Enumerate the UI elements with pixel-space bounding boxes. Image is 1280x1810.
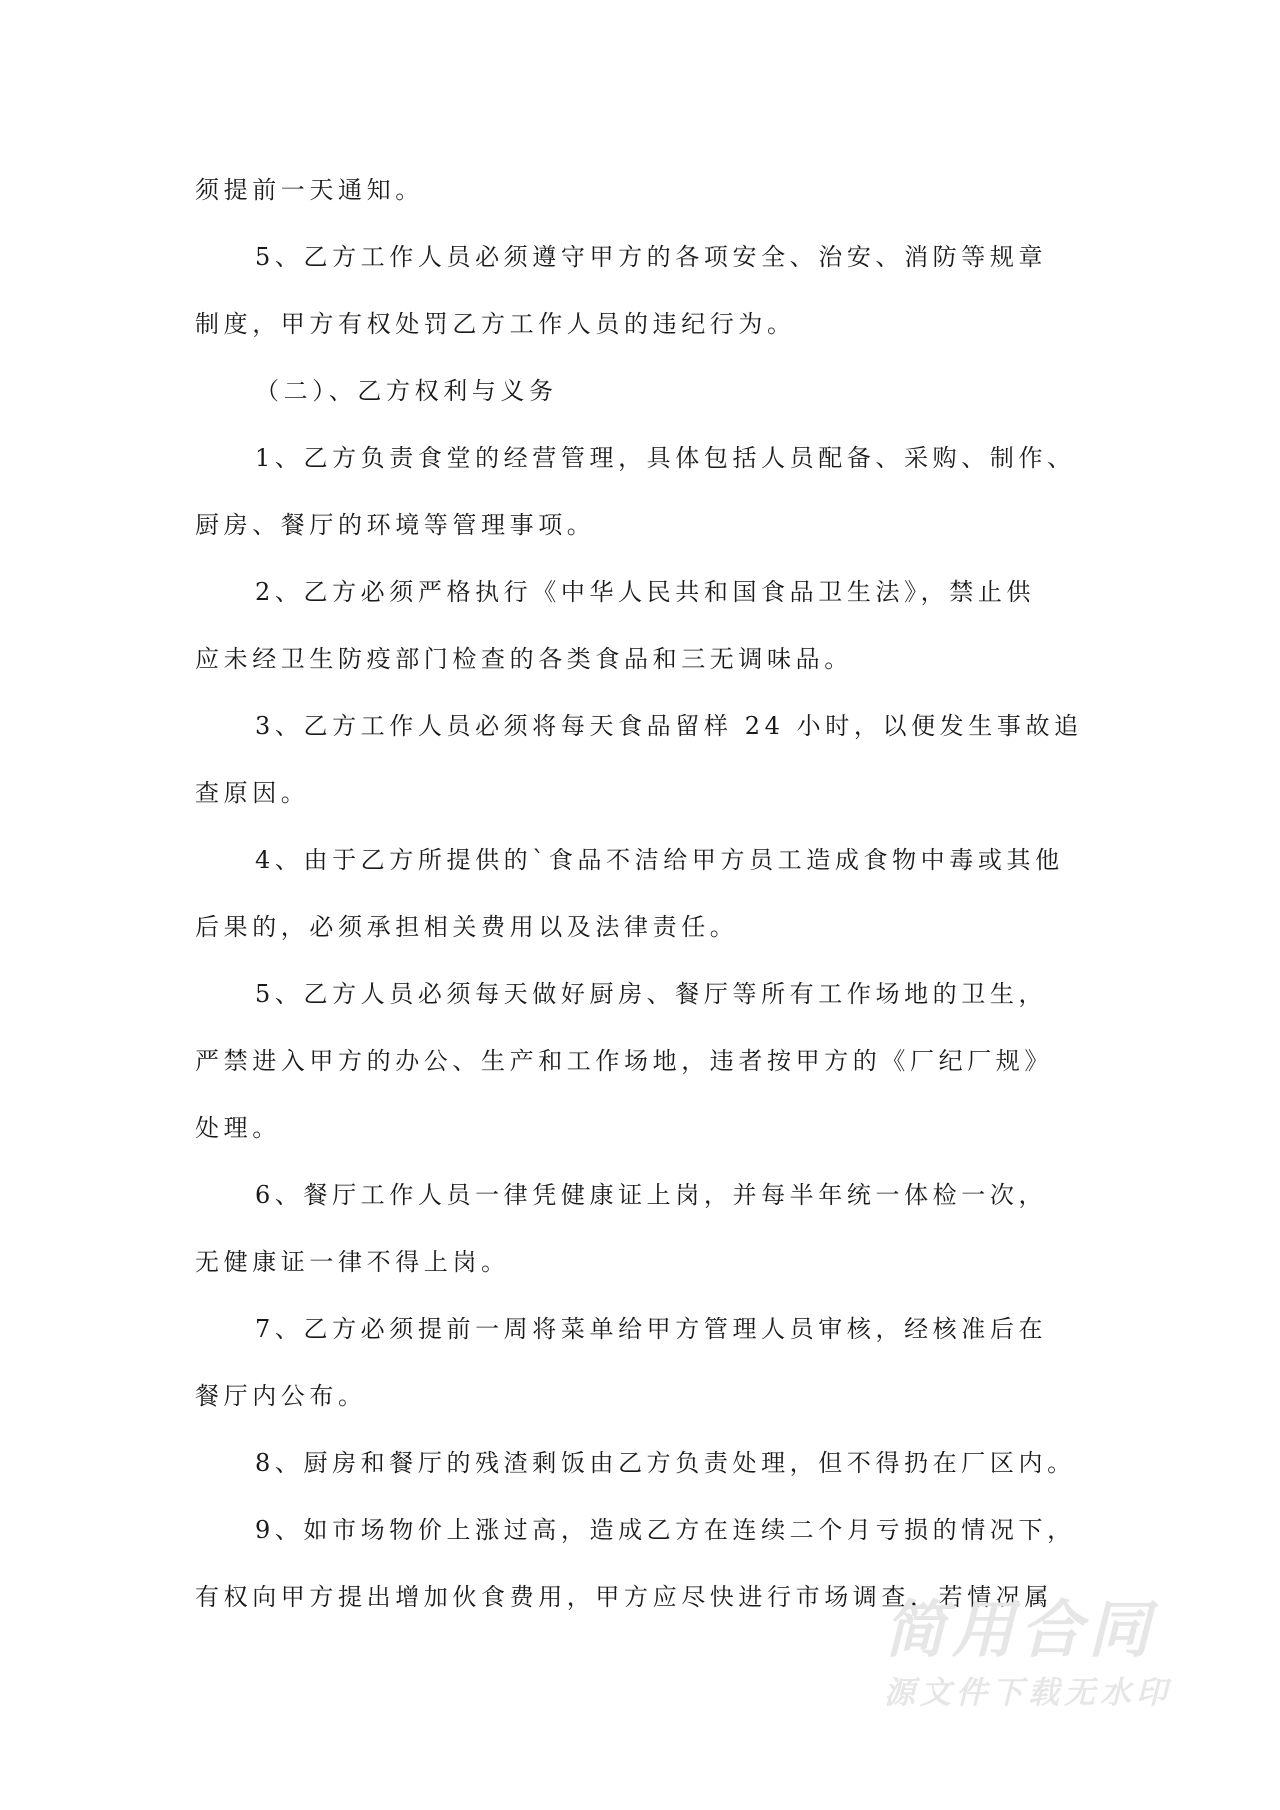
watermark-title: 简用合同	[884, 1593, 1157, 1666]
text-line: 1、乙方负责食堂的经营管理，具体包括人员配备、采购、制作、	[255, 444, 1076, 472]
text-line: 制度，甲方有权处罚乙方工作人员的违纪行为。	[195, 310, 796, 338]
text-line: 5、乙方人员必须每天做好厨房、餐厅等所有工作场地的卫生，	[255, 980, 1048, 1008]
text-line: 3、乙方工作人员必须将每天食品留样 24 小时，以便发生事故追	[255, 712, 1083, 740]
text-line: 厨房、餐厅的环境等管理事项。	[195, 511, 596, 539]
text-line: 5、乙方工作人员必须遵守甲方的各项安全、治安、消防等规章	[255, 243, 1048, 271]
watermark	[884, 1593, 1184, 1711]
text-line: 须提前一天通知。	[195, 176, 424, 204]
section-heading: （二）、乙方权利与义务	[255, 377, 558, 405]
text-line: 严禁进入甲方的办公、生产和工作场地，违者按甲方的《厂纪厂规》	[195, 1047, 1053, 1075]
text-line: 6、餐厅工作人员一律凭健康证上岗，并每半年统一体检一次，	[255, 1181, 1048, 1209]
text-line: 8、厨房和餐厅的残渣剩饭由乙方负责处理，但不得扔在厂区内。	[255, 1449, 1076, 1477]
text-line: 处理。	[195, 1114, 281, 1142]
text-line: 7、乙方必须提前一周将菜单给甲方管理人员审核，经核准后在	[255, 1315, 1048, 1343]
text-line: 2、乙方必须严格执行《中华人民共和国食品卫生法》，禁止供	[255, 578, 1036, 606]
text-line: 无健康证一律不得上岗。	[195, 1248, 510, 1276]
text-line: 4、由于乙方所提供的`食品不洁给甲方员工造成食物中毒或其他	[255, 846, 1064, 874]
text-line: 9、如市场物价上涨过高，造成乙方在连续二个月亏损的情况下，	[255, 1516, 1076, 1544]
text-line: 餐厅内公布。	[195, 1382, 367, 1410]
text-line: 查原因。	[195, 779, 310, 807]
text-line: 应未经卫生防疫部门检查的各类食品和三无调味品。	[195, 645, 853, 673]
text-line: 有权向甲方提出增加伙食费用，甲方应尽快进行市场调查，若情况属	[195, 1583, 1053, 1611]
text-line: 后果的，必须承担相关费用以及法律责任。	[195, 913, 739, 941]
watermark-subtitle: 源文件下载无水印	[884, 1675, 1172, 1711]
